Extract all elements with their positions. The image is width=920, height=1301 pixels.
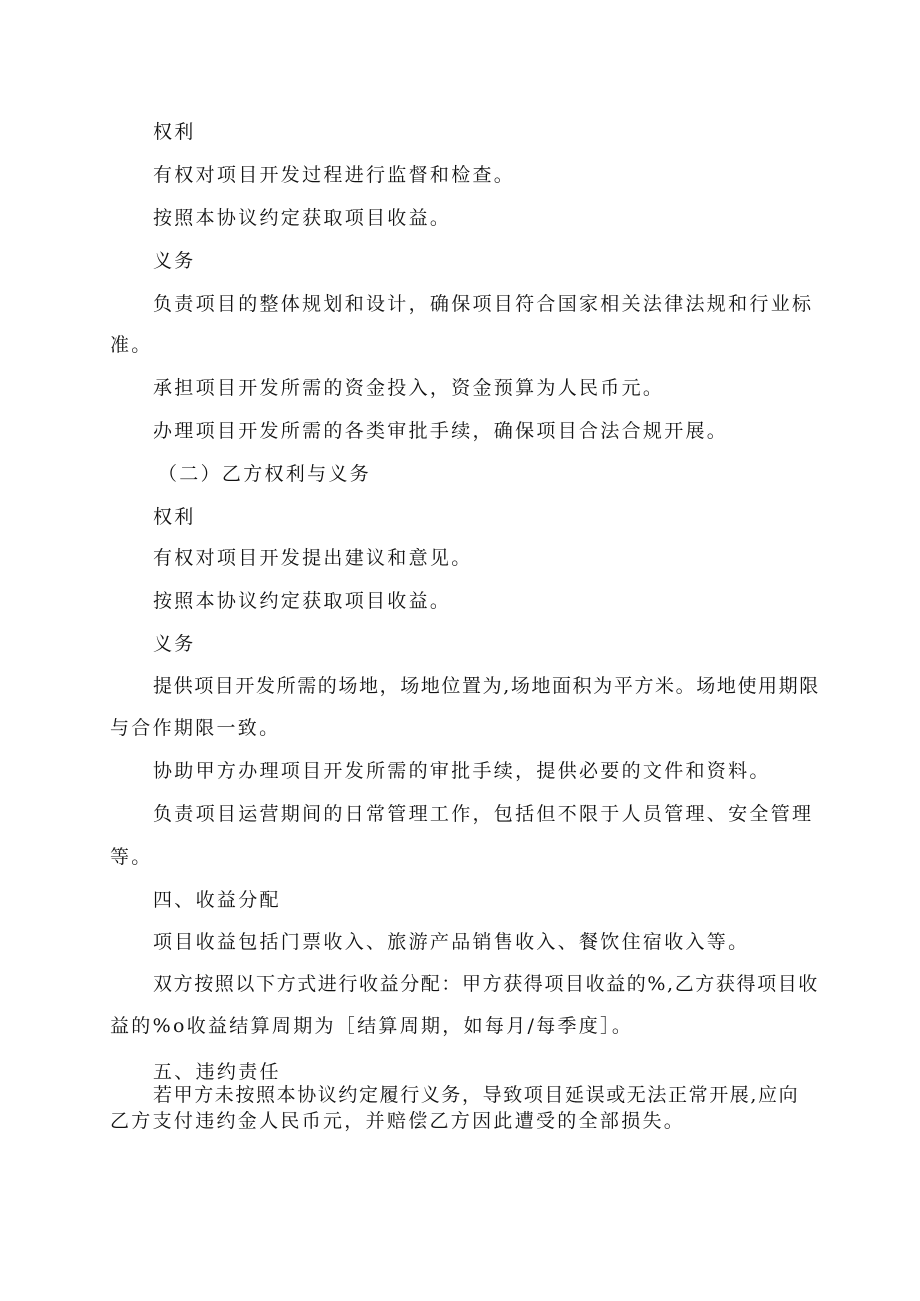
paragraph: 按照本协议约定获取项目收益。 [153, 207, 452, 229]
paragraph: 有权对项目开发提出建议和意见。 [153, 547, 473, 569]
paragraph-continuation: 与合作期限一致。 [110, 717, 281, 739]
section-heading: 四、收益分配 [153, 889, 281, 911]
paragraph-continuation: 等。 [110, 846, 153, 868]
paragraph: 承担项目开发所需的资金投入，资金预算为人民币元。 [153, 377, 665, 399]
heading-rights: 权利 [153, 121, 196, 143]
paragraph: 协助甲方办理项目开发所需的审批手续，提供必要的文件和资料。 [153, 760, 771, 782]
paragraph: 若甲方未按照本协议约定履行义务，导致项目延误或无法正常开展,应向 [153, 1084, 800, 1106]
heading-obligations: 义务 [153, 250, 196, 272]
paragraph: 负责项目的整体规划和设计，确保项目符合国家相关法律法规和行业标 [153, 293, 814, 315]
section-heading: 五、违约责任 [153, 1061, 281, 1083]
paragraph-continuation: 益的%o收益结算周期为［结算周期，如每月/每季度］。 [110, 1015, 634, 1037]
paragraph: 有权对项目开发过程进行监督和检查。 [153, 164, 516, 186]
paragraph: 按照本协议约定获取项目收益。 [153, 590, 452, 612]
paragraph: 提供项目开发所需的场地，场地位置为,场地面积为平方米。场地使用期限 [153, 675, 820, 697]
paragraph-continuation: 准。 [110, 334, 153, 356]
paragraph-continuation: 乙方支付违约金人民币元，并赔偿乙方因此遭受的全部损失。 [110, 1110, 686, 1132]
paragraph: 办理项目开发所需的各类审批手续，确保项目合法合规开展。 [153, 420, 729, 442]
paragraph: 负责项目运营期间的日常管理工作，包括但不限于人员管理、安全管理 [153, 803, 814, 825]
paragraph: 项目收益包括门票收入、旅游产品销售收入、餐饮住宿收入等。 [153, 931, 750, 953]
section-heading: （二）乙方权利与义务 [158, 463, 372, 485]
paragraph: 双方按照以下方式进行收益分配：甲方获得项目收益的%,乙方获得项目收 [153, 973, 819, 995]
heading-obligations: 义务 [153, 633, 196, 655]
heading-rights: 权利 [153, 506, 196, 528]
